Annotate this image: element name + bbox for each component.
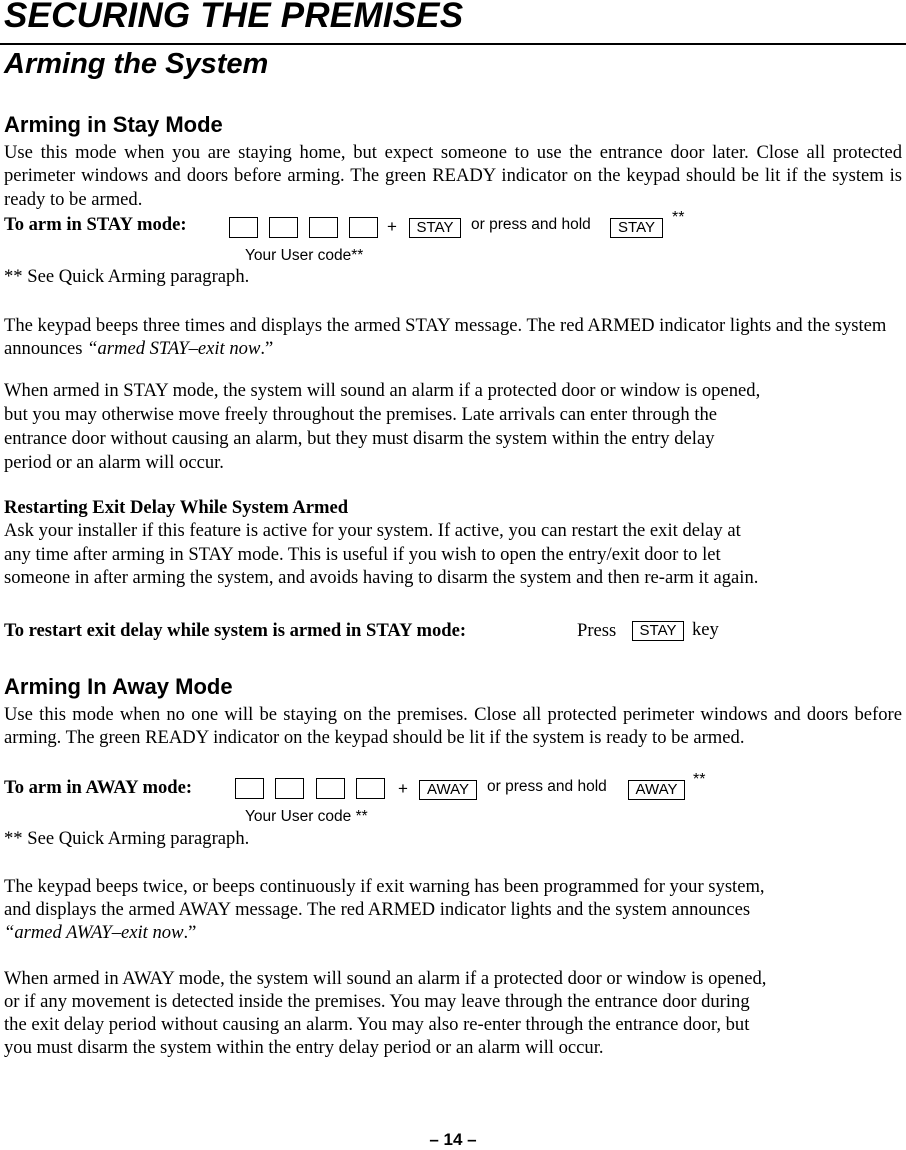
away-code-digit-box-1 bbox=[235, 778, 264, 799]
away-announcement-line bbox=[4, 922, 196, 944]
restart-line-3: someone in after arming the system, and avoids having to disarm the system and then re-arm it again. bbox=[4, 567, 759, 588]
plus-sign: + bbox=[387, 217, 397, 236]
stay-beeps-text: The keypad beeps three times and displays the armed STAY message. The red ARMED indicator lights and the system announces bbox=[4, 315, 887, 360]
page-number: – 14 – bbox=[429, 1130, 477, 1149]
section-title: Arming the System bbox=[4, 48, 269, 80]
stay-announcement: “armed STAY–exit now bbox=[87, 338, 261, 360]
restart-key-word: key bbox=[692, 619, 719, 640]
away-code-digit-box-4 bbox=[356, 778, 385, 799]
restart-instruction-label: To restart exit delay while system is armed in STAY mode: bbox=[4, 620, 467, 641]
stay-hold-key: STAY bbox=[610, 218, 663, 238]
stay-stars: ** bbox=[672, 209, 685, 226]
stay-code-caption: Your User code** bbox=[245, 247, 364, 264]
away-beeps-line-1: The keypad beeps twice, or beeps continuously if exit warning has been programmed for your system, bbox=[4, 876, 765, 897]
away-description-line-1: When armed in AWAY mode, the system will sound an alarm if a protected door or window is opened, bbox=[4, 968, 767, 989]
away-code-caption: Your User code ** bbox=[245, 808, 368, 825]
stay-instruction-label: To arm in STAY mode: bbox=[4, 214, 187, 235]
away-announcement: “armed AWAY–exit now bbox=[4, 922, 184, 943]
away-instruction-label: To arm in AWAY mode: bbox=[4, 777, 193, 798]
restart-line-2: any time after arming in STAY mode. This is useful if you wish to open the entry/exit door to let bbox=[4, 544, 721, 565]
stay-beeps-paragraph bbox=[4, 314, 902, 361]
restart-stay-key: STAY bbox=[632, 621, 684, 641]
stay-description-line-1: When armed in STAY mode, the system will sound an alarm if a protected door or window is opened, bbox=[4, 380, 761, 401]
away-beeps-line-2: and displays the armed AWAY message. The red ARMED indicator lights and the system announces bbox=[4, 899, 751, 920]
stay-description-line-3: entrance door without causing an alarm, but they must disarm the system within the entry delay bbox=[4, 428, 715, 449]
stay-key: STAY bbox=[409, 218, 461, 238]
or-press-hold-text: or press and hold bbox=[471, 216, 591, 233]
stay-mode-heading: Arming in Stay Mode bbox=[4, 112, 223, 137]
page-title: SECURING THE PREMISES bbox=[4, 0, 464, 35]
away-description-line-3: the exit delay period without causing an alarm. You may also re-enter through the entrance door, but bbox=[4, 1014, 750, 1035]
stay-description-line-2: but you may otherwise move freely throughout the premises. Late arrivals can enter through the bbox=[4, 404, 718, 425]
code-digit-box-1 bbox=[229, 217, 258, 238]
away-description-line-4: you must disarm the system within the entry delay period or an alarm will occur. bbox=[4, 1037, 604, 1058]
away-key: AWAY bbox=[419, 780, 477, 800]
away-stars: ** bbox=[693, 771, 706, 788]
away-quick-arming-note: ** See Quick Arming paragraph. bbox=[4, 828, 250, 849]
stay-intro-paragraph: Use this mode when you are staying home, but expect someone to use the entrance door later. Close all protected perimeter windows and doors before arming. The green READY indicator on the keypad should be lit if the system is ready to be armed. bbox=[4, 142, 902, 210]
restart-heading: Restarting Exit Delay While System Armed bbox=[4, 497, 349, 518]
away-mode-heading: Arming In Away Mode bbox=[4, 674, 233, 699]
away-code-digit-box-2 bbox=[275, 778, 304, 799]
away-plus-sign: + bbox=[398, 779, 408, 798]
away-description-line-2: or if any movement is detected inside the premises. You may leave through the entrance door during bbox=[4, 991, 750, 1012]
away-code-digit-box-3 bbox=[316, 778, 345, 799]
stay-quick-arming-note: ** See Quick Arming paragraph. bbox=[4, 266, 250, 287]
stay-announcement-end: .” bbox=[260, 338, 274, 360]
stay-description-line-4: period or an alarm will occur. bbox=[4, 452, 224, 473]
code-digit-box-2 bbox=[269, 217, 298, 238]
code-digit-box-3 bbox=[309, 217, 338, 238]
restart-line-1: Ask your installer if this feature is active for your system. If active, you can restart the exit delay at bbox=[4, 520, 741, 541]
away-hold-key: AWAY bbox=[628, 780, 685, 800]
away-announcement-end: .” bbox=[183, 922, 197, 943]
away-or-press-hold-text: or press and hold bbox=[487, 778, 607, 795]
title-divider bbox=[0, 43, 906, 45]
restart-press-word: Press bbox=[577, 620, 617, 641]
code-digit-box-4 bbox=[349, 217, 378, 238]
away-intro-paragraph: Use this mode when no one will be staying on the premises. Close all protected perimeter windows and doors before arming. The green READY indicator on the keypad should be lit if the system is ready to be armed. bbox=[4, 704, 902, 749]
